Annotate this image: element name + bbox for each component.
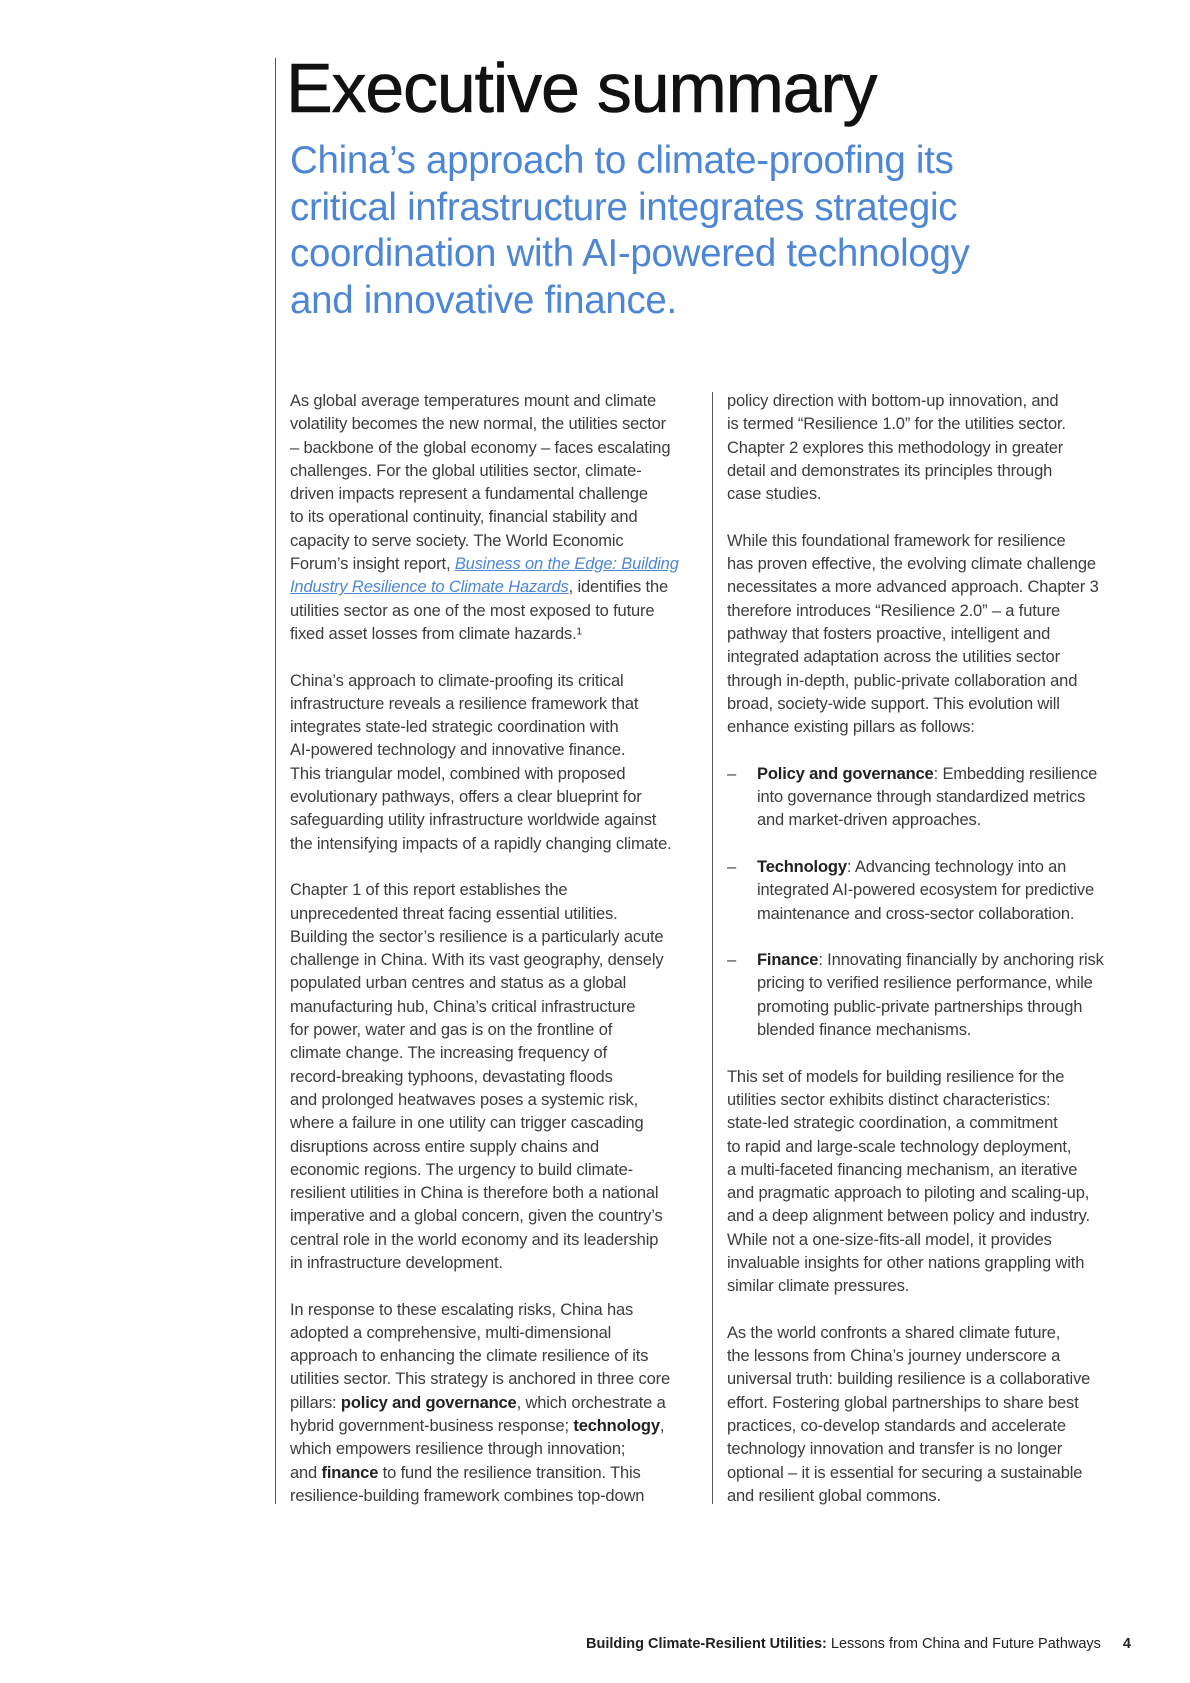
- text-line: integrated adaptation across the utilities sector: [727, 648, 1060, 667]
- text-line: While not a one-size-fits-all model, it provides: [727, 1230, 1052, 1249]
- text-line: [290, 576, 710, 599]
- text-line: manufacturing hub, China’s critical infrastructure: [290, 997, 636, 1016]
- text-line: This triangular model, combined with proposed: [290, 764, 626, 783]
- title-column-rule: [275, 58, 276, 1504]
- report-link[interactable]: Business on the Edge: Building: [454, 555, 679, 574]
- text-line: promoting public-private partnerships through: [757, 997, 1083, 1016]
- text-line: volatility becomes the new normal, the utilities sector: [290, 415, 667, 434]
- text-line: – backbone of the global economy – faces escalating: [290, 438, 671, 457]
- text-line: to its operational continuity, financial stability and: [290, 508, 638, 527]
- text-line: utilities sector exhibits distinct characteristics:: [727, 1090, 1051, 1109]
- text-line: central role in the world economy and its leadership: [290, 1230, 659, 1249]
- text-line: invaluable insights for other nations grappling with: [727, 1253, 1085, 1272]
- text-line: and pragmatic approach to piloting and scaling-up,: [727, 1184, 1090, 1203]
- text-line: maintenance and cross-sector collaboration.: [757, 904, 1075, 923]
- text-line: infrastructure reveals a resilience framework that: [290, 694, 639, 713]
- text-fragment: : Innovating financially by anchoring risk: [818, 951, 1104, 970]
- text-line: As the world confronts a shared climate future,: [727, 1323, 1061, 1342]
- text-line: China’s approach to climate-proofing its critical: [290, 671, 624, 690]
- text-line: evolutionary pathways, offers a clear blueprint for: [290, 788, 642, 807]
- paragraph-framework: [290, 670, 710, 856]
- text-line: a multi-faceted financing mechanism, an iterative: [727, 1160, 1078, 1179]
- text-fragment: : Advancing technology into an: [846, 857, 1067, 876]
- text-line: similar climate pressures.: [727, 1277, 910, 1296]
- text-line: enhance existing pillars as follows:: [727, 718, 975, 737]
- text-line: for power, water and gas is on the frontline of: [290, 1021, 613, 1040]
- text-line: effort. Fostering global partnerships to share best: [727, 1393, 1079, 1412]
- text-line: [290, 1392, 710, 1415]
- text-line: practices, co-develop standards and accelerate: [727, 1417, 1066, 1436]
- subtitle-line: China’s approach to climate-proofing its: [290, 139, 954, 182]
- text-line: broad, society-wide support. This evolution will: [727, 694, 1060, 713]
- text-line: unprecedented threat facing essential utilities.: [290, 904, 618, 923]
- right-column-rule: [712, 392, 713, 1504]
- text-line: into governance through standardized metrics: [757, 788, 1086, 807]
- paragraph-characteristics: [727, 1066, 1147, 1299]
- bullet-technology: [727, 856, 1147, 926]
- text-line: technology innovation and transfer is no longer: [727, 1440, 1063, 1459]
- text-line: and resilient global commons.: [727, 1486, 941, 1505]
- text-line: where a failure in one utility can trigger cascading: [290, 1114, 644, 1133]
- text-line: state-led strategic coordination, a commitment: [727, 1114, 1058, 1133]
- paragraph-three-pillars: [290, 1299, 710, 1509]
- text-line: While this foundational framework for resilience: [727, 531, 1066, 550]
- text-line: through in-depth, public-private collaboration and: [727, 671, 1078, 690]
- right-column: [727, 390, 1147, 1508]
- text-line: challenge in China. With its vast geography, densely: [290, 951, 664, 970]
- text-fragment: : Embedding resilience: [933, 764, 1098, 783]
- text-line: universal truth: building resilience is a collaborative: [727, 1370, 1091, 1389]
- text-line: economic regions. The urgency to build climate-: [290, 1160, 633, 1179]
- text-line: populated urban centres and status as a global: [290, 974, 627, 993]
- text-line: challenges. For the global utilities sector, climate-: [290, 461, 642, 480]
- text-line: [757, 763, 1147, 786]
- text-line: necessitates a more advanced approach. Chapter 3: [727, 578, 1099, 597]
- text-line: has proven effective, the evolving climate challenge: [727, 555, 1096, 574]
- text-line: record-breaking typhoons, devastating floods: [290, 1067, 613, 1086]
- text-line: fixed asset losses from climate hazards.¹: [290, 624, 582, 643]
- footer-report-title: Building Climate-Resilient Utilities:: [586, 1636, 827, 1652]
- text-line: blended finance mechanisms.: [757, 1021, 972, 1040]
- text-line: AI-powered technology and innovative finance.: [290, 741, 626, 760]
- pillar-technology-term: technology: [573, 1417, 660, 1436]
- text-line: therefore introduces “Resilience 2.0” – a future: [727, 601, 1061, 620]
- text-line: case studies.: [727, 485, 822, 504]
- text-line: [290, 1462, 710, 1485]
- text-fragment: ,: [659, 1417, 665, 1436]
- paragraph-intro: [290, 390, 710, 646]
- bullet-dash: –: [727, 764, 737, 783]
- text-line: is termed “Resilience 1.0” for the utilities sector.: [727, 415, 1066, 434]
- footer-report-subtitle: Lessons from China and Future Pathways: [826, 1636, 1101, 1652]
- text-line: In response to these escalating risks, China has: [290, 1300, 634, 1319]
- text-fragment: and: [290, 1463, 322, 1482]
- pillar-finance-term: finance: [321, 1463, 379, 1482]
- text-line: imperative and a global concern, given the country’s: [290, 1207, 663, 1226]
- text-line: capacity to serve society. The World Economic: [290, 531, 624, 550]
- text-fragment: to fund the resilience transition. This: [378, 1463, 641, 1482]
- report-link-continued[interactable]: Industry Resilience to Climate Hazards: [290, 578, 569, 597]
- bullet-term: Technology: [757, 857, 847, 876]
- text-line: [290, 1415, 710, 1438]
- text-line: in infrastructure development.: [290, 1253, 503, 1272]
- text-fragment: hybrid government-business response;: [290, 1417, 574, 1436]
- page-title: Executive summary: [286, 49, 877, 127]
- subtitle-line: critical infrastructure integrates strategic: [290, 185, 958, 229]
- text-fragment: pillars:: [290, 1393, 341, 1412]
- pillar-policy-term: policy and governance: [340, 1393, 517, 1412]
- bullet-term: Policy and governance: [757, 764, 934, 783]
- bullet-dash: –: [727, 951, 737, 970]
- text-line: approach to enhancing the climate resilience of its: [290, 1347, 649, 1366]
- paragraph-resilience-1: [727, 390, 1147, 506]
- text-fragment: Forum’s insight report,: [290, 555, 455, 574]
- subtitle-line: and innovative finance.: [290, 278, 677, 322]
- text-line: This set of models for building resilience for the: [727, 1067, 1065, 1086]
- subtitle-line: coordination with AI-powered technology: [290, 232, 970, 275]
- text-line: policy direction with bottom-up innovation, and: [727, 392, 1059, 410]
- page-footer: [586, 1636, 1131, 1652]
- text-line: optional – it is essential for securing a sustainable: [727, 1463, 1083, 1482]
- text-line: [757, 856, 1147, 879]
- text-line: utilities sector as one of the most exposed to future: [290, 601, 655, 620]
- text-line: pathway that fosters proactive, intelligent and: [727, 624, 1051, 643]
- text-line: the intensifying impacts of a rapidly changing climate.: [290, 834, 672, 853]
- text-line: utilities sector. This strategy is anchored in three core: [290, 1370, 670, 1389]
- text-line: Chapter 1 of this report establishes the: [290, 881, 568, 900]
- text-line: adopted a comprehensive, multi-dimensional: [290, 1323, 612, 1342]
- text-line: climate change. The increasing frequency of: [290, 1044, 608, 1063]
- text-line: detail and demonstrates its principles through: [727, 461, 1053, 480]
- text-fragment: , identifies the: [568, 578, 669, 597]
- text-line: pricing to verified resilience performance, while: [757, 974, 1093, 993]
- paragraph-chapter-1: [290, 879, 710, 1275]
- text-fragment: , which orchestrate a: [516, 1393, 666, 1412]
- bullet-policy-governance: [727, 763, 1147, 833]
- left-column: [290, 390, 710, 1508]
- text-line: safeguarding utility infrastructure worldwide against: [290, 811, 657, 830]
- bullet-term: Finance: [757, 951, 819, 970]
- text-line: integrated AI-powered ecosystem for predictive: [757, 881, 1095, 900]
- text-line: the lessons from China’s journey underscore a: [727, 1347, 1061, 1366]
- text-line: resilient utilities in China is therefore both a national: [290, 1184, 659, 1203]
- paragraph-conclusion: [727, 1322, 1147, 1508]
- text-line: driven impacts represent a fundamental challenge: [290, 485, 648, 504]
- bullet-dash: –: [727, 857, 737, 876]
- page-subtitle: [290, 138, 1110, 324]
- text-line: [290, 553, 710, 576]
- text-line: to rapid and large-scale technology deployment,: [727, 1137, 1072, 1156]
- text-line: [757, 949, 1147, 972]
- text-line: resilience-building framework combines top-down: [290, 1486, 645, 1505]
- text-line: As global average temperatures mount and climate: [290, 392, 657, 410]
- text-line: and market-driven approaches.: [757, 811, 982, 830]
- text-line: Building the sector’s resilience is a particularly acute: [290, 927, 664, 946]
- text-line: which empowers resilience through innovation;: [290, 1440, 626, 1459]
- text-line: and a deep alignment between policy and industry.: [727, 1207, 1090, 1226]
- text-line: and prolonged heatwaves poses a systemic risk,: [290, 1090, 639, 1109]
- text-line: Chapter 2 explores this methodology in greater: [727, 438, 1064, 457]
- paragraph-resilience-2: [727, 530, 1147, 740]
- bullet-finance: [727, 949, 1147, 1042]
- text-line: disruptions across entire supply chains and: [290, 1137, 600, 1156]
- page-number: 4: [1122, 1636, 1131, 1652]
- text-line: integrates state-led strategic coordination with: [290, 718, 619, 737]
